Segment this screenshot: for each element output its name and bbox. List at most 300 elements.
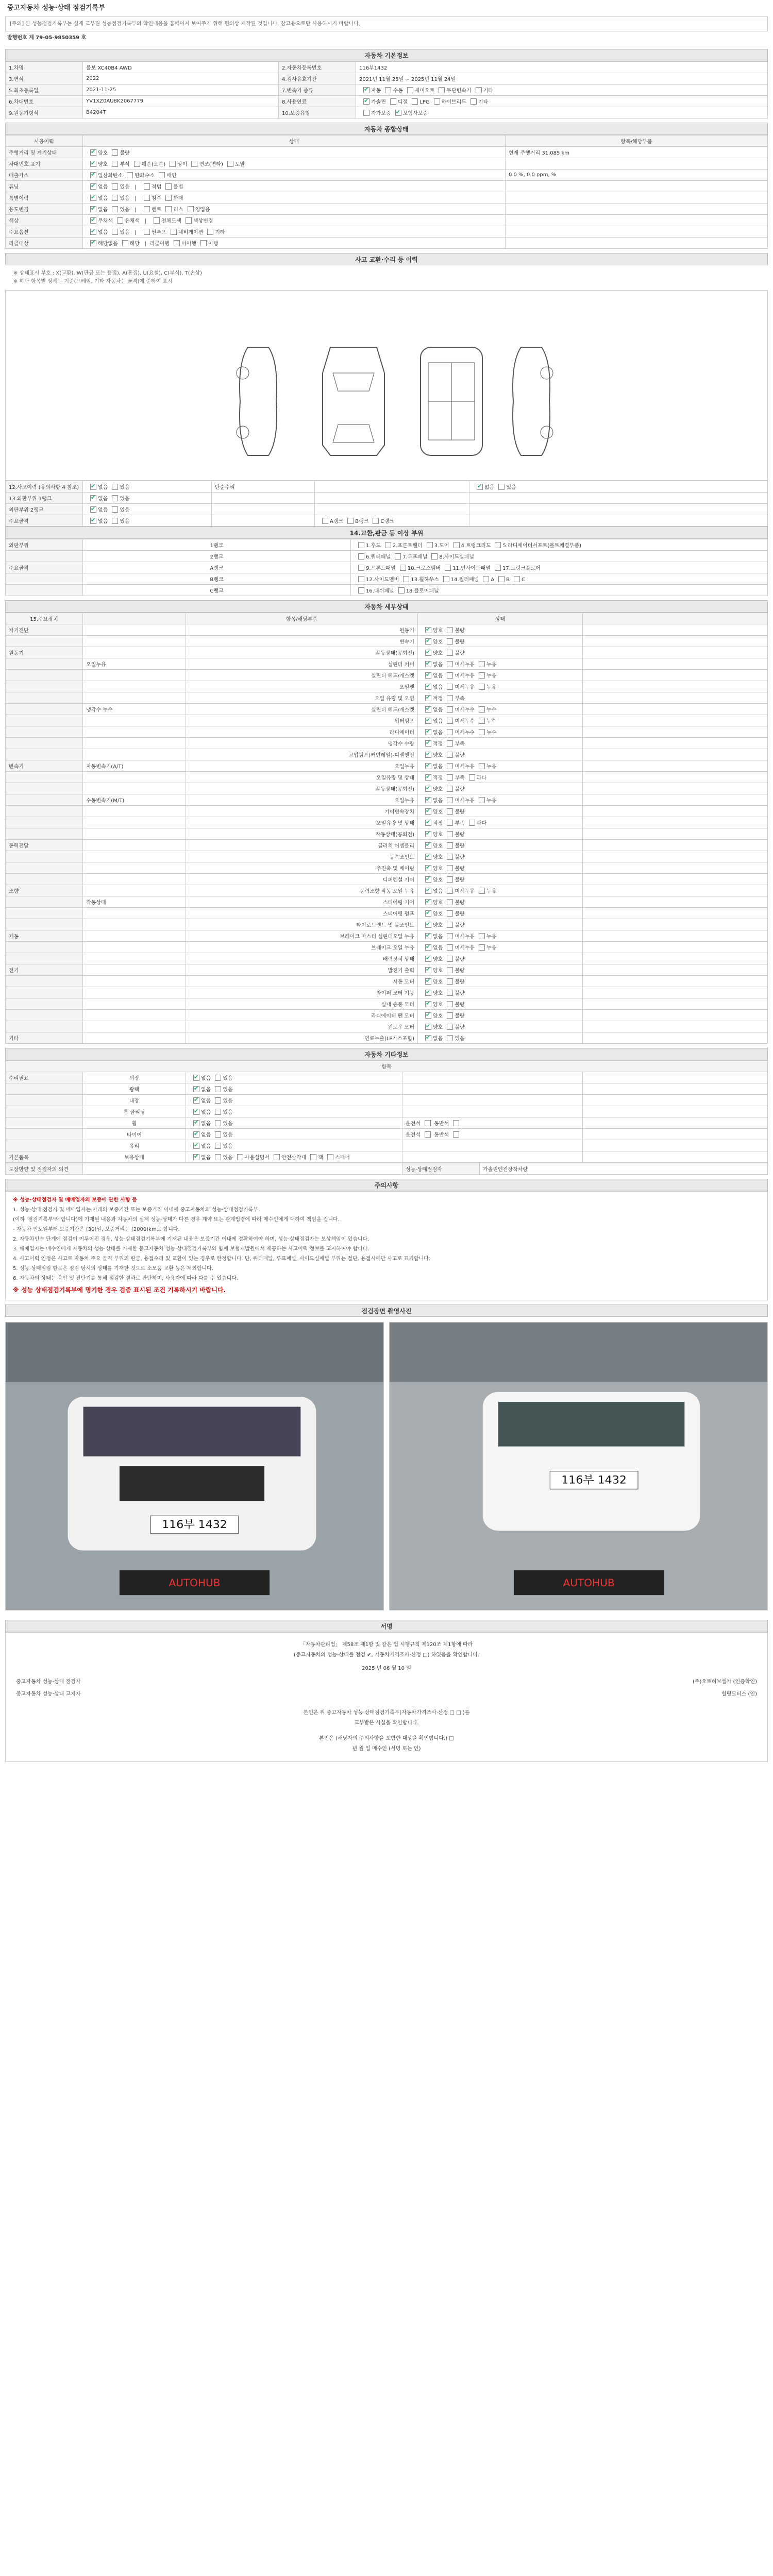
checkbox[interactable] [144,229,150,235]
checkbox[interactable] [90,172,96,178]
detail-row [6,772,768,783]
checkbox-label: 있음 [223,1076,233,1081]
checkbox[interactable] [90,195,96,201]
checkbox[interactable] [425,729,431,735]
sign-line-1: 「자동차관리법」 제58조 제1항 및 같은 법 시행규칙 제120조 제1항에 따라 [300,1642,473,1648]
checkbox[interactable] [425,684,431,690]
checkbox[interactable] [144,183,150,190]
checkbox[interactable] [514,576,520,582]
detail-sub [83,817,186,828]
checkbox[interactable] [447,774,453,781]
checkbox[interactable] [479,763,485,769]
checkbox[interactable] [431,553,438,560]
detail-group [6,749,83,760]
checkbox[interactable] [447,650,453,656]
checkbox[interactable] [90,506,96,513]
checkbox[interactable] [479,944,485,951]
checkbox[interactable] [165,183,172,190]
detail-row [6,704,768,715]
checkbox[interactable] [407,87,413,93]
checkbox[interactable] [90,518,96,524]
basic-value: YV1XZ0AU8K2067779 [83,96,279,107]
basic-label: 3.연식 [6,73,83,84]
checkbox[interactable] [447,967,453,973]
checkbox[interactable] [447,729,453,735]
checkbox[interactable] [447,752,453,758]
checkbox[interactable] [274,1154,280,1160]
checkbox[interactable] [112,518,118,524]
checkbox[interactable] [447,808,453,815]
general-header-status: 상태 [83,135,506,147]
checkbox[interactable] [112,149,118,156]
checkbox[interactable] [425,763,431,769]
checkbox-label: 양호 [433,628,443,634]
detail-item: 기어변속장치 [186,806,418,817]
checkbox[interactable] [385,542,391,548]
general-label: 차대번호 표기 [6,158,83,170]
checkbox-label: 3.도어 [434,543,449,549]
detail-group [6,998,83,1010]
checkbox-label: 무채색 [98,218,113,224]
detail-sub: 작동상태 [83,896,186,908]
checkbox-label: 없음 [98,507,108,513]
detail-item: 스티어링 펌프 [186,908,418,919]
checkbox[interactable] [165,195,172,201]
checkbox[interactable] [425,933,431,939]
parts-row [6,551,768,562]
checkbox[interactable] [425,1035,431,1041]
checkbox[interactable] [112,506,118,513]
checkbox[interactable] [477,484,483,490]
detail-row [6,885,768,896]
checkbox-label: 누유 [486,934,497,940]
checkbox[interactable] [90,206,96,212]
checkbox[interactable] [447,740,453,747]
checkbox[interactable] [358,587,364,594]
checkbox-label: 누유 [486,662,497,668]
checkbox-label: 보험사보증 [402,111,428,116]
checkbox[interactable] [453,1120,459,1126]
detail-sub [83,862,186,874]
checkbox[interactable] [447,956,453,962]
checkbox[interactable] [385,87,391,93]
checkbox[interactable] [445,565,451,571]
checkbox[interactable] [425,706,431,713]
checkbox[interactable] [112,206,118,212]
detail-item: 오일유량 및 상태 [186,772,418,783]
checkbox[interactable] [425,1012,431,1019]
checkbox[interactable] [134,161,140,167]
checkbox[interactable] [112,183,118,190]
basic-label: 1.차명 [6,62,83,73]
checkbox[interactable] [154,217,160,224]
checkbox[interactable] [170,161,176,167]
checkbox[interactable] [358,542,364,548]
checkbox[interactable] [447,888,453,894]
checkbox[interactable] [447,922,453,928]
checkbox[interactable] [90,149,96,156]
checkbox[interactable] [373,518,379,524]
checkbox[interactable] [447,944,453,951]
other-item: 내장 [83,1095,186,1106]
checkbox[interactable] [483,576,489,582]
other-row [6,1140,768,1151]
other-item: 외장 [83,1072,186,1083]
general-label: 튜닝 [6,181,83,192]
checkbox[interactable] [447,1012,453,1019]
checkbox[interactable] [358,553,364,560]
section-basic-info: 자동차 기본정보 [5,49,768,61]
checkbox[interactable] [425,910,431,917]
checkbox[interactable] [215,1097,221,1104]
checkbox[interactable] [425,1001,431,1007]
checkbox[interactable] [215,1120,221,1126]
checkbox[interactable] [425,672,431,679]
checkbox[interactable] [479,684,485,690]
checkbox[interactable] [171,229,177,235]
checkbox[interactable] [363,98,369,105]
checkbox[interactable] [425,752,431,758]
checkbox[interactable] [90,183,96,190]
checkbox[interactable] [447,763,453,769]
plate-text-rear: 116부 1432 [561,1474,627,1487]
basic-value: 116부1432 [359,65,388,71]
checkbox[interactable] [90,217,96,224]
checkbox[interactable] [174,240,180,246]
checkbox[interactable] [425,650,431,656]
checkbox[interactable] [358,576,364,582]
checkbox[interactable] [447,638,453,645]
checkbox[interactable] [425,718,431,724]
checkbox[interactable] [215,1131,221,1138]
checkbox[interactable] [439,87,445,93]
checkbox[interactable] [90,240,96,246]
checkbox-label: 불량 [455,968,465,974]
checkbox[interactable] [425,774,431,781]
general-value: 31,085 km [542,150,570,156]
checkbox[interactable] [191,161,197,167]
section-general-status: 자동차 종합상태 [5,123,768,135]
detail-item: 오일 유량 및 오염 [186,692,418,704]
checkbox[interactable] [470,98,477,105]
checkbox[interactable] [447,933,453,939]
checkbox[interactable] [398,587,405,594]
checkbox[interactable] [447,865,453,871]
checkbox-label: 미세누수 [455,719,475,724]
checkbox[interactable] [447,786,453,792]
checkbox[interactable] [227,161,233,167]
checkbox[interactable] [495,542,501,548]
detail-item: 배력장치 상태 [186,953,418,964]
checkbox[interactable] [425,865,431,871]
checkbox[interactable] [207,229,213,235]
checkbox[interactable] [425,944,431,951]
checkbox[interactable] [193,1120,199,1126]
checkbox-label: 적정 [433,741,443,747]
checkbox[interactable] [215,1075,221,1081]
document-number: 발행번호 제 79-05-9850359 호 [7,35,87,41]
checkbox-label: 17.트렁크플로어 [502,566,541,571]
general-label: 주행거리 및 계기상태 [6,147,83,158]
checkbox[interactable] [425,740,431,747]
checkbox[interactable] [447,1035,453,1041]
checkbox[interactable] [215,1086,221,1092]
checkbox[interactable] [425,978,431,985]
checkbox-label: 양호 [433,855,443,860]
basic-value: 2021년 11월 25일 ~ 2025년 11월 24일 [359,77,456,82]
checkbox[interactable] [479,729,485,735]
checkbox-label: 양호 [433,753,443,758]
checkbox[interactable] [425,842,431,849]
checkbox[interactable] [476,87,482,93]
checkbox[interactable] [347,518,354,524]
detail-sub [83,828,186,840]
checkbox[interactable] [112,484,118,490]
detail-row [6,738,768,749]
basic-label: 4.검사유효기간 [279,73,356,84]
checkbox-label: A랭크 [330,519,344,524]
checkbox[interactable] [447,1001,453,1007]
checkbox[interactable] [200,240,207,246]
checkbox[interactable] [425,1131,431,1138]
checkbox[interactable] [237,1154,243,1160]
checkbox[interactable] [159,172,165,178]
checkbox-label: 색상변경 [193,218,213,224]
checkbox-label: 양호 [98,162,108,167]
checkbox[interactable] [112,195,118,201]
checkbox-label: 불량 [455,866,465,872]
checkbox[interactable] [479,661,485,667]
checkbox[interactable] [322,518,328,524]
checkbox-label: 없음 [433,889,443,894]
checkbox[interactable] [447,718,453,724]
checkbox[interactable] [447,831,453,837]
photos-row [5,1317,768,1616]
checkbox[interactable] [425,1024,431,1030]
checkbox[interactable] [122,240,128,246]
checkbox[interactable] [434,98,440,105]
other-group [6,1140,83,1151]
checkbox[interactable] [453,1131,459,1138]
other-group: 기본품목 [6,1151,83,1163]
checkbox[interactable] [447,695,453,701]
checkbox-label: 양호 [433,900,443,906]
checkbox[interactable] [447,661,453,667]
checkbox[interactable] [447,797,453,803]
checkbox[interactable] [425,876,431,883]
checkbox[interactable] [469,774,475,781]
checkbox[interactable] [363,87,369,93]
detail-row [6,851,768,862]
checkbox[interactable] [112,229,118,235]
checkbox[interactable] [447,820,453,826]
basic-label: 7.변속기 종류 [279,84,356,96]
checkbox[interactable] [425,888,431,894]
general-row: 주요옵션 ✔ 없음 있음 | 썬루프 네비게이션 기타 [6,226,768,238]
checkbox[interactable] [427,542,433,548]
checkbox[interactable] [358,565,364,571]
checkbox[interactable] [479,706,485,713]
checkbox-label: 없음 [98,184,108,190]
parts-group [6,551,83,562]
checkbox[interactable] [90,495,96,501]
checkbox[interactable] [215,1109,221,1115]
checkbox[interactable] [447,627,453,633]
detail-item: 오일팬 [186,681,418,692]
checkbox[interactable] [425,808,431,815]
checkbox[interactable] [90,161,96,167]
checkbox[interactable] [447,876,453,883]
checkbox[interactable] [447,1024,453,1030]
checkbox[interactable] [90,229,96,235]
checkbox[interactable] [90,484,96,490]
detail-group [6,976,83,987]
checkbox-label: 누유 [486,798,497,804]
checkbox-label: 미세누유 [455,764,475,770]
checkbox[interactable] [425,820,431,826]
checkbox[interactable] [447,978,453,985]
checkbox-label: 없음 [433,764,443,770]
checkbox[interactable] [425,956,431,962]
checkbox[interactable] [425,695,431,701]
detail-item: 오일유량 및 상태 [186,817,418,828]
other-info-table [5,1060,768,1163]
checkbox-label: 미세누유 [455,798,475,804]
general-label: 배출가스 [6,170,83,181]
checkbox[interactable] [447,706,453,713]
checkbox[interactable] [447,899,453,905]
inspection-photo-front [5,1322,384,1611]
checkbox[interactable] [447,684,453,690]
detail-item: 고압펌프(커먼레일)-디젤엔진 [186,749,418,760]
checkbox-label: 잭 [318,1155,323,1161]
checkbox[interactable] [447,672,453,679]
checkbox[interactable] [447,842,453,849]
checkbox-label: 불량 [455,639,465,645]
checkbox-label: 양호 [433,1013,443,1019]
checkbox[interactable] [453,542,460,548]
sign-line-3: 본인은 위 중고자동차 성능·상태점검기록부(자동차가격조사·산정 □ □ )를 [303,1710,470,1716]
checkbox[interactable] [425,854,431,860]
checkbox[interactable] [363,110,369,116]
checkbox[interactable] [425,831,431,837]
checkbox-label: 불량 [455,809,465,815]
checkbox[interactable] [425,967,431,973]
detail-sub [83,806,186,817]
detail-item: 와이퍼 모터 기능 [186,987,418,998]
checkbox[interactable] [215,1143,221,1149]
checkbox[interactable] [447,910,453,917]
checkbox[interactable] [186,217,192,224]
checkbox-label: B [506,577,510,583]
checkbox[interactable] [395,110,401,116]
checkbox-label: 미세누유 [455,889,475,894]
checkbox[interactable] [193,1109,199,1115]
checkbox[interactable] [479,933,485,939]
checkbox[interactable] [193,1086,199,1092]
checkbox[interactable] [425,638,431,645]
checkbox[interactable] [403,576,409,582]
checkbox[interactable] [327,1154,333,1160]
checkbox[interactable] [425,1120,431,1126]
sign-notifier-value: 힐링모터스 (인) [721,1691,757,1697]
checkbox[interactable] [395,553,401,560]
checkbox[interactable] [412,98,418,105]
checkbox[interactable] [400,565,406,571]
checkbox[interactable] [498,576,505,582]
detail-sub [83,783,186,794]
checkbox[interactable] [443,576,449,582]
car-diagram [5,290,768,481]
checkbox-label: 이행 [208,241,219,247]
checkbox[interactable] [425,627,431,633]
checkbox[interactable] [310,1154,316,1160]
checkbox[interactable] [112,161,118,167]
checkbox[interactable] [479,888,485,894]
detail-group [6,862,83,874]
checkbox[interactable] [188,206,194,212]
checkbox[interactable] [425,990,431,996]
checkbox-label: 양호 [433,639,443,645]
checkbox[interactable] [447,854,453,860]
checkbox-label: 미세누유 [455,673,475,679]
checkbox[interactable] [144,206,150,212]
parts-group: 외판부위 [6,539,83,551]
checkbox[interactable] [479,797,485,803]
checkbox[interactable] [425,899,431,905]
checkbox[interactable] [193,1075,199,1081]
checkbox[interactable] [469,820,475,826]
checkbox[interactable] [447,990,453,996]
checkbox-label: 양호 [433,866,443,872]
checkbox[interactable] [425,661,431,667]
checkbox[interactable] [498,484,505,490]
checkbox[interactable] [193,1143,199,1149]
checkbox[interactable] [425,786,431,792]
checkbox-label: 렌트 [151,207,162,213]
checkbox[interactable] [127,172,133,178]
checkbox[interactable] [425,797,431,803]
checkbox[interactable] [425,922,431,928]
detail-header-status: 상태 [418,613,583,624]
checkbox[interactable] [193,1097,199,1104]
detail-group [6,817,83,828]
checkbox[interactable] [165,206,172,212]
detail-sub [83,624,186,636]
checkbox-label: 양호 [433,651,443,656]
detail-sub [83,919,186,930]
checkbox-label: 탄화수소 [135,173,155,179]
checkbox[interactable] [215,1154,221,1160]
basic-value: 2022 [83,73,279,84]
checkbox[interactable] [495,565,501,571]
checkbox[interactable] [112,495,118,501]
detail-sub [83,636,186,647]
detail-row [6,874,768,885]
checkbox[interactable] [390,98,396,105]
checkbox[interactable] [117,217,123,224]
checkbox[interactable] [193,1131,199,1138]
checkbox-label: 8.사이드실패널 [439,554,474,560]
detail-group: 변속기 [6,760,83,772]
checkbox[interactable] [193,1154,199,1160]
detail-sub [83,726,186,738]
checkbox[interactable] [479,672,485,679]
checkbox-label: 있음 [120,196,130,201]
checkbox[interactable] [144,195,150,201]
checkbox-label: 불량 [455,900,465,906]
checkbox[interactable] [479,718,485,724]
